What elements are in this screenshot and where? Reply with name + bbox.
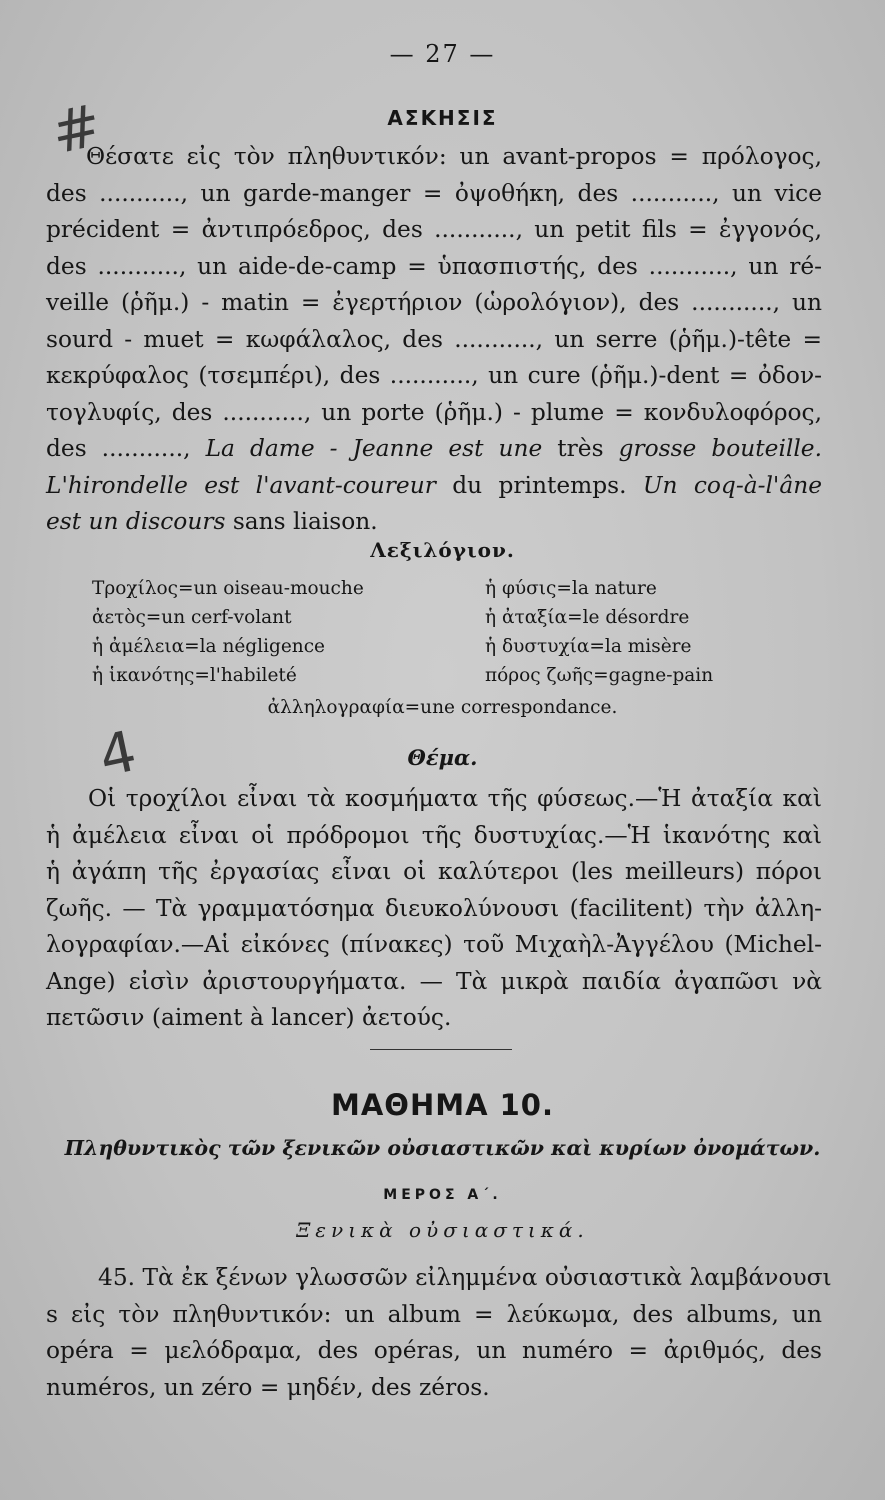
vocab-entry: ἡ ἀμέλεια=la négligence [92,636,326,657]
part-label: ΜΕΡΟΣ Α΄. [383,1187,502,1203]
lesson-title: ΜΑΘΗΜΑ 10. [331,1088,554,1122]
exercise-line: L'hirondelle est l'avant-coureur du printemps. Un coq-à-l'âne [46,471,823,499]
exercise-line: κεκρύφαλος (τσεμπέρι), des ..........., un cure (ῥῆμ.)-dent = ὀδον- [46,362,822,389]
theme-line: ζωῆς. — Τὰ γραμματόσημα διευκολύνουσι (facilitent) τὴν ἀλλη- [46,894,822,922]
lesson-subtitle: Πληθυντικὸς τῶν ξενικῶν οὐσιαστικῶν καὶ κυρίων ὀνομάτων. [64,1136,821,1160]
section-45-line: numéros, un zéro = μηδέν, des zéros. [46,1373,490,1401]
exercise-line: est un discours sans liaison. [46,508,378,535]
vocab-entry: ἡ δυστυχία=la misère [485,636,692,657]
page-number: — 27 — [389,40,496,68]
exercise-heading: ΑΣΚΗΣΙΣ [387,106,498,130]
exercise-line: des ..........., La dame - Jeanne est une très grosse bouteille. [46,435,822,462]
vocabulary-list [92,578,792,694]
section-45-line: s εἰς τὸν πληθυντικόν: un album = λεύκωμα, des albums, un [46,1300,822,1328]
theme-line: ἡ ἀμέλεια εἶναι οἱ πρόδρομοι τῆς δυστυχίας.—Ἡ ἱκανότης καὶ [46,821,822,849]
vocab-entry-centered: ἀλληλογραφία=une correspondance. [267,697,618,718]
section-45-line: 45. Τὰ ἐκ ξένων γλωσσῶν εἰλημμένα οὐσιαστικὰ λαμβάνουσι [98,1264,832,1291]
section-45-line: opéra = μελόδραμα, des opéras, un numéro = ἀριθμός, des [46,1337,822,1364]
theme-line: πετῶσιν (aiment à lancer) ἀετούς. [46,1004,452,1031]
theme-line: λογραφίαν.—Αἱ εἰκόνες (πίνακες) τοῦ Μιχαὴλ-Ἀγγέλου (Michel- [46,931,822,958]
vocab-entry: ἀετὸς=un cerf-volant [92,607,292,628]
exercise-line: des ..........., un garde-manger = ὀψοθήκη, des ..........., un vice [46,179,822,207]
handwritten-hash-mark: # [45,90,108,168]
exercise-line: sourd - muet = κωφάλαλος, des ..........., un serre (ῥῆμ.)-tête = [46,325,822,353]
theme-heading: Θέμα. [407,745,478,770]
vocab-entry: πόρος ζωῆς=gagne-pain [485,665,714,686]
vocab-entry: ἡ ἀταξία=le désordre [485,607,690,628]
vocab-row [92,665,792,694]
theme-line: ἡ ἀγάπη τῆς ἐργασίας εἶναι οἱ καλύτεροι (les meilleurs) πόροι [46,858,822,885]
section-divider [370,1049,512,1050]
vocab-entry: ἡ ἱκανότης=l'habileté [92,665,297,686]
theme-line: Οἱ τροχίλοι εἶναι τὰ κοσμήματα τῆς φύσεως.—Ἡ ἀταξία καὶ [88,785,822,812]
handwritten-four-mark: 4 [93,719,143,790]
vocab-entry: ἡ φύσις=la nature [485,578,657,599]
vocab-row [92,636,792,665]
theme-paragraph [46,781,822,1037]
vocabulary-heading: Λεξιλόγιον. [370,538,515,562]
vocab-row [92,607,792,636]
exercise-line: des ..........., un aide-de-camp = ὑπασπιστής, des ..........., un ré- [46,252,822,280]
exercise-paragraph [46,139,822,541]
theme-line: Ange) εἰσὶν ἀριστουργήματα. — Τὰ μικρὰ παιδία ἀγαπῶσι νὰ [46,967,822,995]
vocab-entry: Τροχίλος=un oiseau-mouche [92,578,364,599]
exercise-line: Θέσατε εἰς τὸν πληθυντικόν: un avant-propos = πρόλογος, [86,143,822,170]
exercise-line: veille (ῥῆμ.) - matin = ἐγερτήριον (ὡρολόγιον), des ..........., un [46,289,822,316]
vocab-row [92,578,792,607]
section-label: Ξενικὰ οὐσιαστικά. [296,1218,589,1242]
section-45-paragraph [46,1260,832,1406]
exercise-line: précident = ἀντιπρόεδρος, des ..........., un petit fils = ἐγγονός, [46,216,822,243]
exercise-line: τογλυφίς, des ..........., un porte (ῥῆμ.) - plume = κονδυλοφόρος, [46,398,822,426]
